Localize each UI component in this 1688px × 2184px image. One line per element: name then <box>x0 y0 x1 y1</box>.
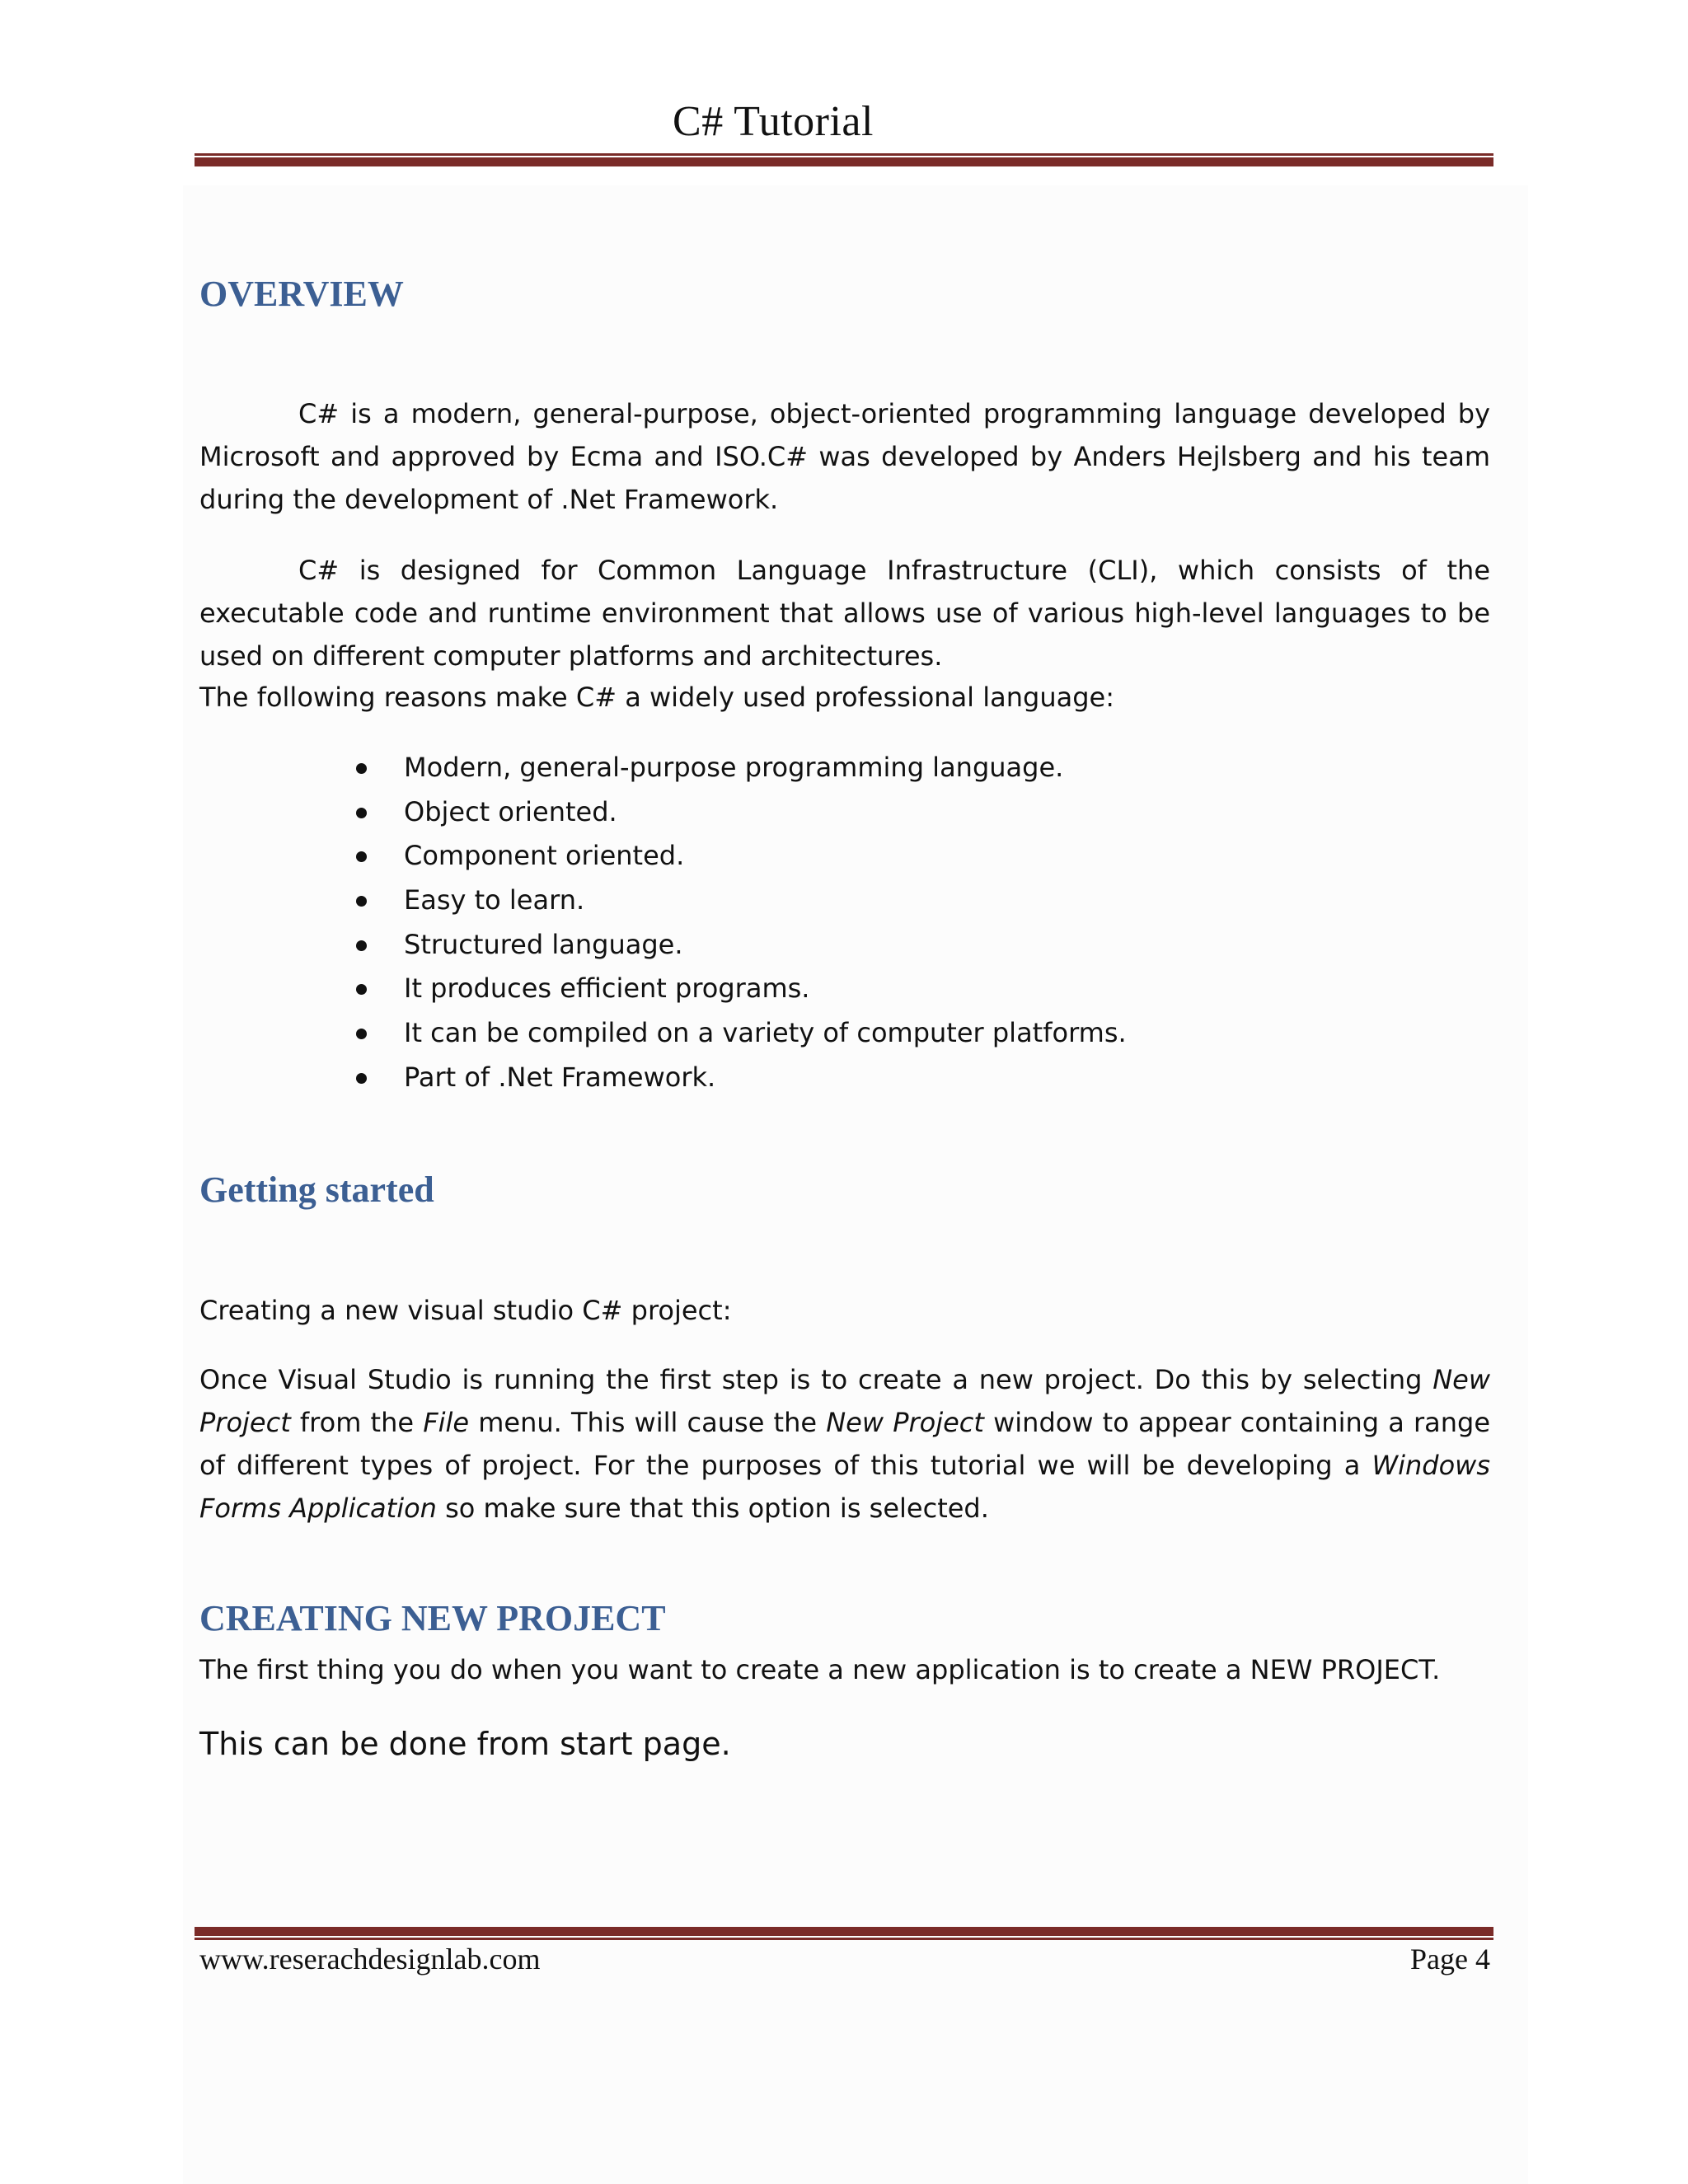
text-run: so make sure that this option is selected. <box>436 1493 989 1524</box>
footer-website: www.reserachdesignlab.com <box>199 1943 541 1975</box>
list-item <box>346 746 1127 790</box>
bullet-icon <box>356 1029 367 1039</box>
getting-started-paragraph <box>199 1358 1490 1530</box>
text-run: menu. This will cause the <box>469 1407 827 1438</box>
getting-started-intro: Creating a new visual studio C# project: <box>199 1295 732 1326</box>
reasons-list <box>346 746 1127 1100</box>
header-rule-thin <box>195 153 1493 156</box>
bullet-icon <box>356 896 367 907</box>
page-header-title: C# Tutorial <box>673 98 874 145</box>
list-item-text: Component oriented. <box>404 840 685 872</box>
list-item <box>346 879 1127 923</box>
getting-started-heading: Getting started <box>199 1169 434 1210</box>
italic-text-new-project-window: New Project <box>826 1407 984 1438</box>
footer-page-number: Page 4 <box>1410 1943 1490 1975</box>
footer-rule-thin <box>195 1938 1493 1940</box>
bullet-icon <box>356 984 367 995</box>
text-run: Once Visual Studio is running the first step is to create a new project. Do this by selecting <box>199 1364 1433 1395</box>
list-item-text: Structured language. <box>404 928 683 960</box>
bullet-icon <box>356 763 367 774</box>
reasons-intro: The following reasons make C# a widely used professional language: <box>199 682 1114 713</box>
list-item-text: Modern, general-purpose programming language. <box>404 752 1064 783</box>
creating-project-heading: CREATING NEW PROJECT <box>199 1598 666 1638</box>
bullet-icon <box>356 808 367 818</box>
italic-text-windows-forms-application: Windows Forms Application <box>199 1450 1490 1524</box>
bullet-icon <box>356 1073 367 1084</box>
list-item <box>346 834 1127 879</box>
italic-text-file: File <box>423 1407 470 1438</box>
list-item-text: Object oriented. <box>404 795 617 827</box>
italic-text-new-project: New Project <box>199 1364 1490 1438</box>
overview-paragraph-1: C# is a modern, general-purpose, object-oriented programming language developed by Microsoft and approved by Ecma and ISO.C# was developed by Anders Hejlsberg and his team during the development of .Net Framework. <box>199 398 1490 515</box>
list-item-text: It produces efficient programs. <box>404 972 810 1005</box>
text-run: from the <box>290 1407 424 1438</box>
bullet-icon <box>356 940 367 951</box>
overview-heading: OVERVIEW <box>199 274 404 314</box>
overview-paragraph-2: C# is designed for Common Language Infrastructure (CLI), which consists of the executable code and runtime environment that allows use of various high-level languages to be used on different computer platforms and architectures. <box>199 555 1490 672</box>
list-item-text: Easy to learn. <box>404 884 585 916</box>
list-item <box>346 967 1127 1011</box>
text-run: window to appear containing a range of different types of project. For the purposes of this tutorial we will be developing a <box>199 1407 1491 1481</box>
footer-rule-thick <box>195 1927 1493 1936</box>
list-item-text: Part of .Net Framework. <box>404 1061 716 1093</box>
list-item <box>346 1011 1127 1056</box>
list-item <box>346 790 1127 835</box>
bullet-icon <box>356 851 367 862</box>
list-item-text: It can be compiled on a variety of computer platforms. <box>404 1017 1127 1049</box>
creating-project-paragraph-1: The first thing you do when you want to create a new application is to create a NEW PROJECT. <box>199 1654 1441 1685</box>
header-rule-thick <box>195 157 1493 166</box>
creating-project-paragraph-2: This can be done from start page. <box>199 1726 731 1762</box>
list-item <box>346 923 1127 968</box>
list-item <box>346 1056 1127 1100</box>
